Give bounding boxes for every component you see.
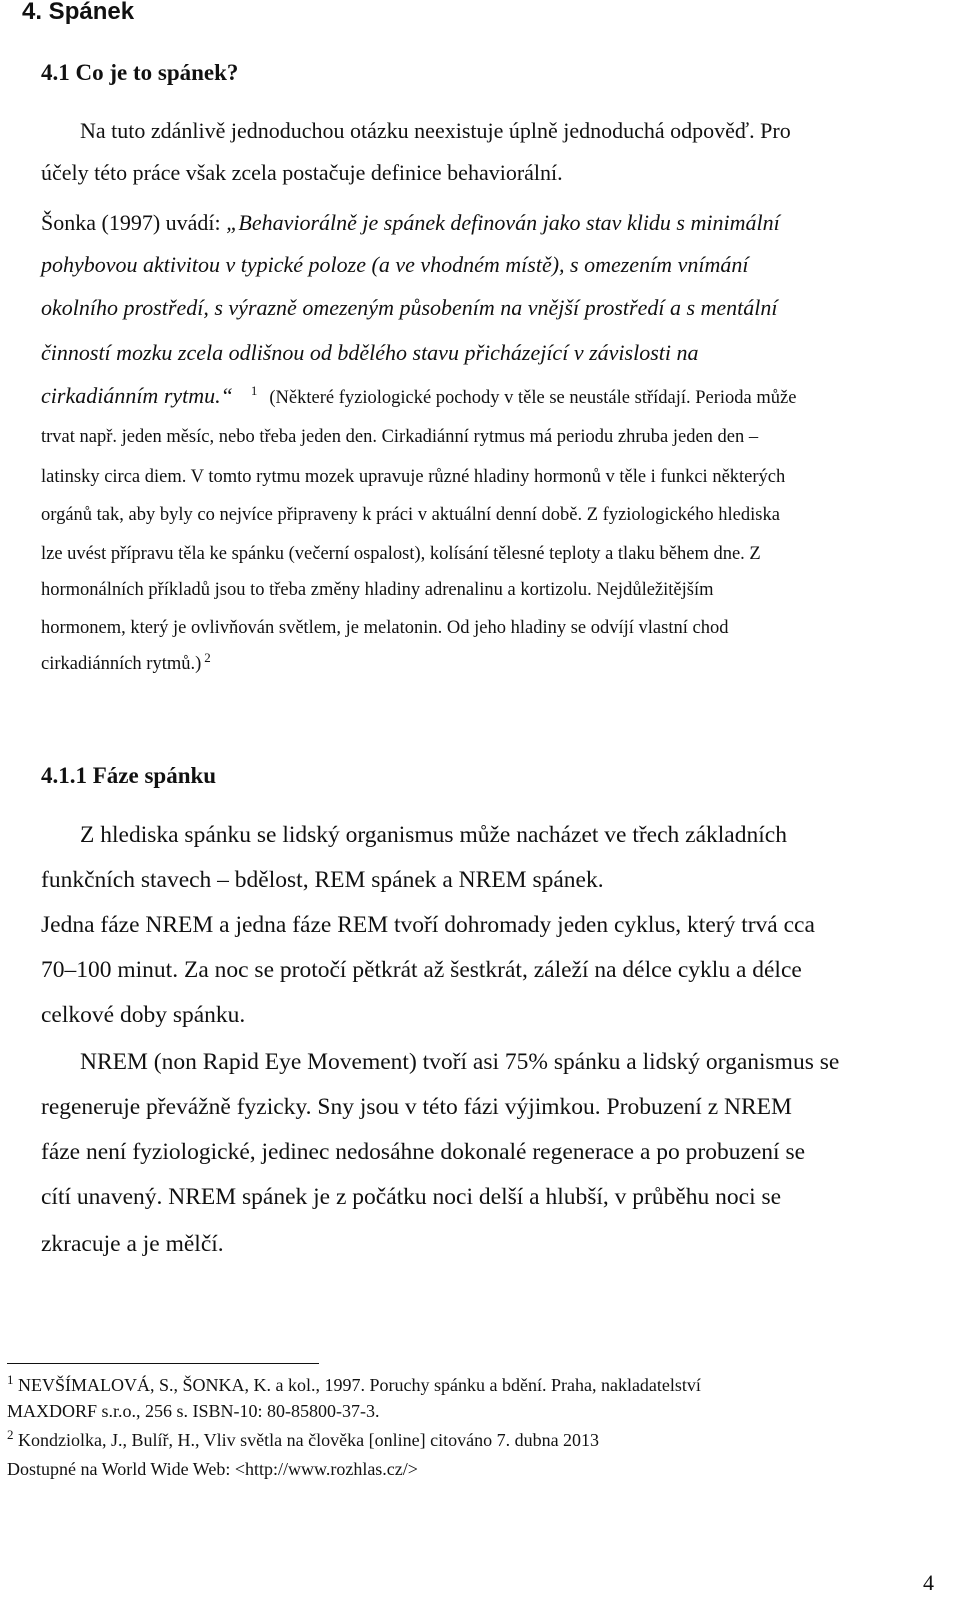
para2-line7: hormonem, který je ovlivňován světlem, je melatonin. Od jeho hladiny se odvíjí vlastní chod	[41, 618, 729, 638]
phases-line9: cítí unavený. NREM spánek je z počátku noci delší a hlubší, v průběhu noci se	[41, 1184, 782, 1210]
quote-text-5: cirkadiánním rytmu.“	[41, 383, 233, 408]
para2-line8	[41, 649, 211, 675]
para2-line2: trvat např. jeden měsíc, nebo třeba jeden den. Cirkadiánní rytmus má periodu zhruba jeden den –	[41, 427, 759, 447]
para2-line8-text: cirkadiánních rytmů.)	[41, 654, 202, 674]
footnote-1-line1	[7, 1372, 701, 1396]
footnote-1-mark: 1	[7, 1372, 14, 1387]
para2-line4: orgánů tak, aby byly co nejvíce připraveny k práci v aktuální denní době. Z fyziologického hlediska	[41, 505, 780, 525]
footnote-1-line2: MAXDORF s.r.o., 256 s. ISBN-10: 80-85800-37-3.	[7, 1401, 380, 1421]
footnote-2-line2: Dostupné na World Wide Web: <http://www.rozhlas.cz/>	[7, 1459, 418, 1479]
footnote-ref-2: 2	[204, 649, 211, 665]
phases-line1: Z hlediska spánku se lidský organismus může nacházet ve třech základních	[80, 822, 787, 848]
phases-line6: NREM (non Rapid Eye Movement) tvoří asi 75% spánku a lidský organismus se	[80, 1049, 840, 1075]
quote-line3: okolního prostředí, s výrazně omezeným působením na vnější prostředí a s mentální	[41, 295, 778, 320]
section-heading: 4.1 Co je to spánek?	[41, 60, 239, 85]
phases-line7: regeneruje převážně fyzicky. Sny jsou v této fázi výjimkou. Probuzení z NREM	[41, 1094, 792, 1120]
quote-text-1: „Behaviorálně je spánek definován jako stav klidu s minimální	[226, 210, 780, 235]
quote-line2: pohybovou aktivitou v typické poloze (a ve vhodném místě), s omezením vnímání	[41, 252, 749, 277]
phases-line8: fáze není fyziologické, jedinec nedosáhne dokonalé regenerace a po probuzení se	[41, 1139, 806, 1165]
quote-line5	[41, 373, 796, 421]
footnote-ref-1: 1	[250, 382, 258, 398]
phases-line2: funkčních stavech – bdělost, REM spánek a NREM spánek.	[41, 867, 604, 893]
para2-line6: hormonálních příkladů jsou to třeba změny hladiny adrenalinu a kortizolu. Nejdůležitějším	[41, 580, 714, 600]
para2-line1: (Některé fyziologické pochody v těle se neustále střídají. Perioda může	[269, 388, 797, 408]
phases-line3: Jedna fáze NREM a jedna fáze REM tvoří dohromady jeden cyklus, který trvá cca	[41, 912, 815, 938]
quote-line1	[41, 200, 780, 245]
quote-line4: činností mozku zcela odlišnou od bdělého stavu přicházející v závislosti na	[41, 340, 699, 365]
phases-line4: 70–100 minut. Za noc se protočí pětkrát až šestkrát, záleží na délce cyklu a délce	[41, 957, 802, 983]
footnote-2-mark: 2	[7, 1427, 14, 1442]
phases-line5: celkové doby spánku.	[41, 1002, 246, 1028]
footnote-2-line1	[7, 1427, 600, 1451]
para1-line2: účely této práce však zcela postačuje definice behaviorální.	[41, 160, 563, 185]
para2-line5: lze uvést přípravu těla ke spánku (večerní ospalost), kolísání tělesné teploty a tlaku během dne. Z	[41, 544, 761, 564]
footnote-1-text: NEVŠÍMALOVÁ, S., ŠONKA, K. a kol., 1997. Poruchy spánku a bdění. Praha, nakladatelství	[13, 1375, 701, 1395]
quote-lead: Šonka (1997) uvádí:	[41, 210, 227, 235]
chapter-heading: 4. Spánek	[22, 0, 135, 25]
para2-line3: latinsky circa diem. V tomto rytmu mozek upravuje různé hladiny hormonů v těle i funkci některých	[41, 467, 786, 487]
page-number: 4	[923, 1570, 934, 1595]
para1-line1: Na tuto zdánlivě jednoduchou otázku neexistuje úplně jednoduchá odpověď. Pro	[80, 118, 791, 143]
subsection-heading: 4.1.1 Fáze spánku	[41, 763, 217, 788]
phases-line10: zkracuje a je mělčí.	[41, 1231, 224, 1257]
footnote-divider	[7, 1363, 319, 1364]
footnote-2-text: Kondziolka, J., Bulíř, H., Vliv světla na člověka [online] citováno 7. dubna 2013	[13, 1430, 600, 1450]
